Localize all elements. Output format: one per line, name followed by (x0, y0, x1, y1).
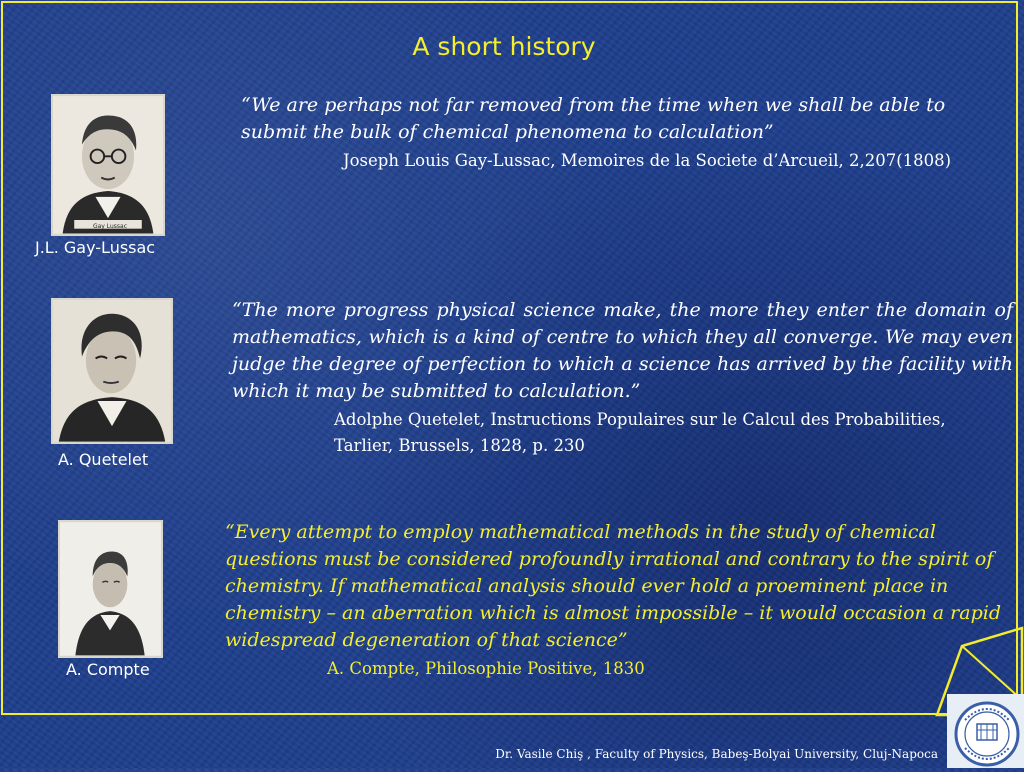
portrait-compte-image (60, 522, 161, 656)
quote-compte: “Every attempt to employ mathematical methods in the study of chemical questions must be considered profoundly irrational and contrary to the spirit of chemistry. If mathematical analysis should ever hold a proeminent place in chemistry – an aberration which is almost impossible – it would occasion a rapid widespread degeneration of that science” (225, 521, 1001, 651)
quote-quetelet: “The more progress physical science make, the more they enter the domain of mathematics, which is a kind of centre to which they all converge. We may even judge the degree of perfection to which a science has arrived by the facility with which it may be submitted to calculation.” (232, 299, 1013, 402)
portrait-gay-lussac (51, 94, 165, 236)
source-gay-lussac: Joseph Louis Gay-Lussac, Memoires de la Societe d’Arcueil, 2,207(1808) (343, 151, 952, 170)
source-quetelet-line1: Adolphe Quetelet, Instructions Populaires sur le Calcul des Probabilities, (334, 410, 946, 429)
portrait-quetelet-image (53, 300, 171, 442)
footer-credit: Dr. Vasile Chiş , Faculty of Physics, Babeş-Bolyai University, Cluj-Napoca (495, 747, 938, 761)
source-compte: A. Compte, Philosophie Positive, 1830 (327, 659, 645, 678)
slide-title: A short history (412, 32, 596, 61)
caption-compte: A. Compte (66, 660, 150, 679)
portrait-compte (58, 520, 163, 658)
caption-gay-lussac: J.L. Gay-Lussac (35, 238, 156, 257)
portrait-label: Gay Lussac (92, 223, 128, 230)
source-quetelet-line2: Tarlier, Brussels, 1828, p. 230 (334, 436, 585, 455)
portrait-gay-lussac-image (53, 96, 163, 234)
portrait-quetelet (51, 298, 173, 444)
quote-gay-lussac: “We are perhaps not far removed from the time when we shall be able to submit the bulk of chemical phenomena to calculation” (241, 94, 946, 143)
seal-icon (947, 694, 1024, 768)
university-seal-logo (947, 694, 1024, 768)
caption-quetelet: A. Quetelet (58, 450, 149, 469)
